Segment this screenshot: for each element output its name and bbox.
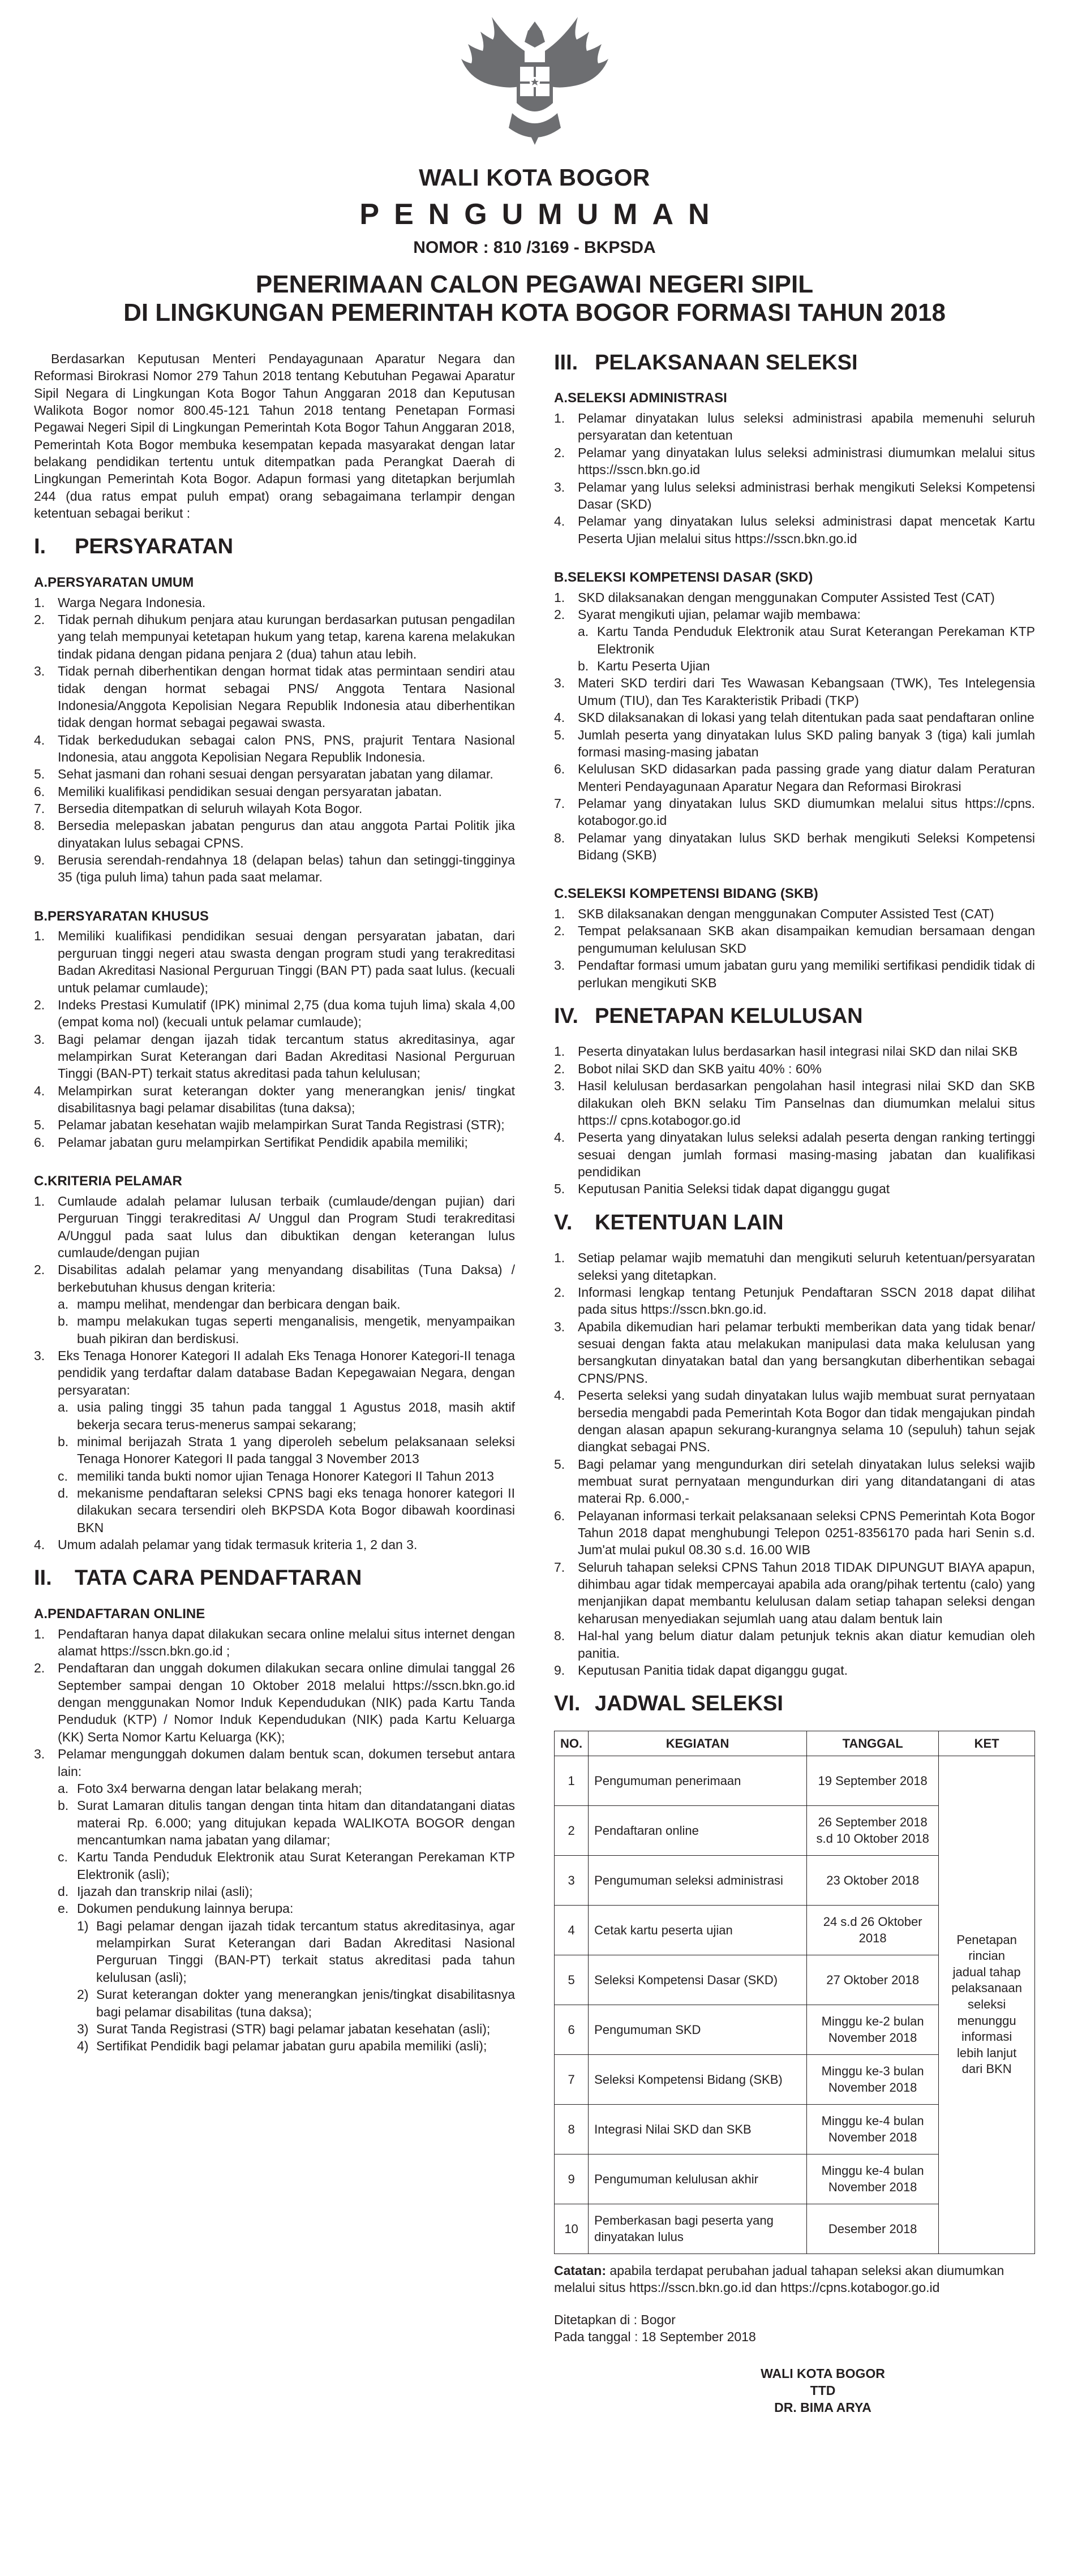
sub-list-item: a. usia paling tinggi 35 tahun pada tanggal 1 Agustus 2018, masih aktif bekerja secara terus-menerus sampai sekarang;	[58, 1400, 515, 1432]
list-item: 1. SKB dilaksanakan dengan menggunakan Computer Assisted Test (CAT)	[554, 906, 994, 922]
signature-place-date	[554, 2311, 1035, 2346]
ket-cell: Penetapan rincian jadual tahap pelaksanaan seleksi menunggu informasi lebih lanjut dari BKN	[939, 1756, 1035, 2254]
section-title: KETENTUAN LAIN	[595, 1210, 784, 1235]
list-item: 1. Warga Negara Indonesia.	[34, 595, 206, 610]
list-item: 8. Pelamar yang dinyatakan lulus SKD berhak mengikuti Seleksi Kompetensi Bidang (SKB)	[554, 830, 1035, 863]
section-heading	[554, 1210, 1035, 1236]
list-item: 2. Informasi lengkap tentang Petunjuk Pendaftaran SSCN 2018 dapat dilihat pada situs https://sscn.bkn.go.id.	[554, 1285, 1035, 1317]
subsection-heading	[34, 1605, 515, 1623]
list-item: 3. Bagi pelamar dengan ijazah tidak tercantum status akreditasinya, agar melampirkan Surat Keterangan dari Badan Akreditasi Nasional Perguruan Tinggi (BAN-PT) terkait status akreditasi pada tahun kelulusan;	[34, 1031, 515, 1081]
document-title	[34, 270, 1035, 328]
subsection-title: SELEKSI ADMINISTRASI	[568, 390, 727, 406]
sub-list-item: c. Kartu Tanda Penduduk Elektronik atau Surat Keterangan Perekaman KTP Elektronik (asli);	[58, 1850, 515, 1882]
subsection-letter: A.	[554, 390, 568, 406]
schedule-table	[554, 1731, 1035, 2254]
list-item: 2. Bobot nilai SKD dan SKB yaitu 40% : 60%	[554, 1061, 822, 1076]
table-row: 4 Cetak kartu peserta ujian 24 s.d 26 Oktober 2018	[555, 1905, 1035, 1955]
list-item: 1. Memiliki kualifikasi pendidikan sesuai dengan persyaratan jabatan, dari perguruan tinggi negeri atau swasta dengan program studi yang terakreditasi Badan Akreditasi Nasional Perguruan Tinggi (BAN PT) pada saat lulus. (kecuali untuk pelamar cumlaude);	[34, 928, 515, 995]
list	[554, 905, 1035, 991]
announcement-heading: PENGUMUMAN	[359, 198, 724, 231]
section-number: V.	[554, 1210, 573, 1235]
right-column	[554, 350, 1035, 2416]
list	[34, 1193, 515, 1554]
title-line-1: PENERIMAAN CALON PEGAWAI NEGERI SIPIL	[255, 270, 814, 298]
column-header-tanggal: TANGGAL	[807, 1731, 939, 1756]
list-item: 8. Hal-hal yang belum diatur dalam petunjuk teknis akan diatur kemudian oleh panitia.	[554, 1628, 1035, 1661]
subsection-heading	[34, 908, 515, 926]
list-item: 1. Peserta dinyatakan lulus berdasarkan hasil integrasi nilai SKD dan nilai SKB	[554, 1044, 1018, 1059]
list-item: 4. Melampirkan surat keterangan dokter yang menerangkan jenis/ tingkat disabilitasnya bagi pelamar disabilitas (tuna daksa);	[34, 1083, 515, 1116]
document-number: NOMOR : 810 /3169 - BKPSDA	[413, 238, 656, 257]
column-header-kegiatan: KEGIATAN	[589, 1731, 807, 1756]
sub-sub-list-item: 1) Bagi pelamar dengan ijazah tidak tercantum status akreditasinya, agar melampirkan Surat Keterangan dari Badan Akreditasi Nasional Perguruan Tinggi (BAN-PT) terkait status akreditasi pada tahun kelulusan (asli);	[77, 1918, 515, 1985]
list-item: 5. Keputusan Panitia Seleksi tidak dapat diganggu gugat	[554, 1181, 890, 1197]
list-item: 7. Pelamar yang dinyatakan lulus SKD diumumkan melalui situs https://cpns. kotabogor.go.id	[554, 795, 1035, 828]
list-item: 5. Pelamar jabatan kesehatan wajib melampirkan Surat Tanda Registrasi (STR);	[34, 1117, 505, 1133]
list-item: 1. SKD dilaksanakan dengan menggunakan Computer Assisted Test (CAT)	[554, 590, 995, 605]
subsection-heading	[554, 389, 1035, 407]
subsection-title: PENDAFTARAN ONLINE	[48, 1606, 205, 1622]
list	[554, 1249, 1035, 1679]
list-item: 8. Bersedia melepaskan jabatan pengurus dan atau anggota Partai Politik jika dinyatakan lulus sebagai CPNS.	[34, 818, 515, 850]
section-title: PERSYARATAN	[75, 535, 234, 559]
list-item: 6. Pelamar jabatan guru melampirkan Sertifikat Pendidik apabila memiliki;	[34, 1134, 468, 1150]
sign-date: Pada tanggal : 18 September 2018	[554, 2329, 756, 2344]
sign-org: WALI KOTA BOGOR	[761, 2366, 885, 2381]
subsection-letter: A.	[34, 1606, 48, 1622]
table-row: 1 Pengumuman penerimaan 19 September 2018 Penetapan rincian jadual tahap pelaksanaan seleksi menunggu informasi lebih lanjut dari BKN	[555, 1756, 1035, 1805]
list-item: 4. Tidak berkedudukan sebagai calon PNS, PNS, prajurit Tentara Nasional Indonesia, atau anggota Kepolisian Negara Republik Indonesia.	[34, 732, 515, 764]
section-heading	[554, 350, 1035, 376]
list-item: 6. Memiliki kualifikasi pendidikan sesuai dengan persyaratan jabatan.	[34, 784, 442, 799]
column-header-no: NO.	[555, 1731, 589, 1756]
list-item: 4. Peserta yang dinyatakan lulus seleksi adalah peserta dengan ranking tertinggi sesuai dengan jumlah formasi masing-masing jabatan dan kualifikasi pendidikan	[554, 1130, 1035, 1179]
table-row: 3 Pengumuman seleksi administrasi 23 Oktober 2018	[555, 1855, 1035, 1905]
list-item: 3. Tidak pernah diberhentikan dengan hormat tidak atas permintaan sendiri atau tidak dengan hormat sebagai PNS/ Anggota Tentara Nasional Indonesia/Anggota Kepolisian Negara Republik Indonesia atau diberhentikan tidak dengan hormat sebagai pegawai swasta.	[34, 664, 515, 730]
sub-list-item: c. memiliki tanda bukti nomor ujian Tenaga Honorer Kategori II Tahun 2013	[58, 1468, 494, 1483]
subsection-heading	[34, 574, 515, 592]
section-heading	[34, 1566, 515, 1592]
table-row: 5 Seleksi Kompetensi Dasar (SKD) 27 Oktober 2018	[555, 1955, 1035, 2005]
note-label: Catatan:	[554, 2263, 607, 2278]
sub-list-item: b. Surat Lamaran ditulis tangan dengan tinta hitam dan ditandatangani diatas materai Rp. 6.000; yang ditujukan kepada WALIKOTA BOGOR dengan mencantumkan nama jabatan yang dilamar;	[58, 1798, 515, 1847]
section-number: IV.	[554, 1004, 578, 1028]
list-item: 3. Pelamar mengunggah dokumen dalam bentuk scan, dokumen tersebut antara lain: a. Foto 3x4 berwarna dengan latar belakang merah; b. Surat Lamaran ditulis tangan dengan tinta hitam dan ditandatangani diatas materai Rp. 6.000; yang ditujukan kepada WALIKOTA BOGOR dengan mencantumkan nama jabatan yang dilamar; c. Kartu Tanda Penduduk Elektronik atau Surat Keterangan Perekaman KTP Elektronik (asli); d. Ijazah dan transkrip nilai (asli); e. Dokumen pendukung lainnya berupa: 1) Bagi pelamar dengan ijazah tidak tercantum status akreditasinya, agar melampirkan Surat Keterangan dari Badan Akreditasi Nasional Perguruan Tinggi (BAN-PT) terkait status akreditasi pada tahun kelulusan (asli); 2) Surat keterangan dokter yang menerangkan jenis/tingkat disabilitasnya bagi pelamar disabilitas (tuna daksa); 3) Surat Tanda Registrasi (STR) bagi pelamar jabatan kesehatan (asli); 4) Sertifikat Pendidik bagi pelamar jabatan guru apabila memiliki (asli);	[34, 1745, 515, 2054]
sub-list-item: d. Ijazah dan transkrip nilai (asli);	[58, 1884, 253, 1899]
list	[34, 1625, 515, 2055]
subsection-title: SELEKSI KOMPETENSI DASAR (SKD)	[568, 569, 813, 585]
list	[554, 1043, 1035, 1197]
section-heading	[34, 534, 515, 560]
list-item: 5. Sehat jasmani dan rohani sesuai dengan persyaratan jabatan yang dilamar.	[34, 767, 493, 782]
list	[34, 594, 515, 886]
list-item: 2. Tempat pelaksanaan SKB akan disampaikan kemudian bersamaan dengan pengumuman kelulusan SKD	[554, 923, 1035, 956]
list-item: 2. Tidak pernah dihukum penjara atau kurungan berdasarkan putusan pengadilan yang telah mempunyai ketetapan hukum yang tetap, karena karena melakukan tindak pidana dengan pidana penjara 2 (dua) tahun atau lebih.	[34, 612, 515, 661]
list-item: 3. Pelamar yang lulus seleksi administrasi berhak mengikuti Seleksi Kompetensi Dasar (SKD)	[554, 479, 1035, 511]
list-item: 3. Apabila dikemudian hari pelamar terbukti memberikan data yang tidak benar/ sesuai dengan fakta atau melakukan manipulasi data maka kelulusan yang bersangkutan dinyatakan batal dan yang bersangkutan diberhentikan sebagai CPNS/PNS.	[554, 1319, 1035, 1386]
list-item: 3. Pendaftar formasi umum jabatan guru yang memiliki sertifikasi pendidik tidak di perlukan mengikuti SKB	[554, 958, 1035, 990]
sub-list-item: a. Foto 3x4 berwarna dengan latar belakang merah;	[58, 1781, 362, 1796]
list-item: 1. Pendaftaran hanya dapat dilakukan secara online melalui situs internet dengan alamat https://sscn.bkn.go.id ;	[34, 1626, 515, 1658]
sub-list-item: b. mampu melakukan tugas seperti menganalisis, mengetik, menyampaikan buah pikiran dan berdiskusi.	[58, 1314, 515, 1346]
list-item: 9. Berusia serendah-rendahnya 18 (delapan belas) tahun dan setinggi-tingginya 35 (tiga puluh lima) tahun pada saat melamar.	[34, 853, 515, 885]
subsection-letter: B.	[34, 908, 48, 924]
subsection-heading	[34, 1172, 515, 1190]
subsection-title: KRITERIA PELAMAR	[48, 1173, 182, 1189]
garuda-emblem-icon	[461, 17, 608, 147]
list-item: 4. Peserta seleksi yang sudah dinyatakan lulus wajib membuat surat pernyataan bersedia mengabdi pada Pemerintah Kota Bogor dan tidak mengajukan pindah dengan alasan apapun sekurang-kurangnya selama 10 (sepuluh) tahun sejak diangkat sebagai PNS.	[554, 1388, 1035, 1455]
list-item: 2. Pendaftaran dan unggah dokumen dilakukan secara online dimulai tanggal 26 September sampai dengan 10 Oktober 2018 melalui https://sscn.bkn.go.id dengan menggunakan Nomor Induk Kependudukan (NIK) pada Kartu Tanda Penduduk (KTP) / Nomor Induk Kependudukan (NIK) pada Kartu Keluarga (KK) Serta Nomor Kartu Keluarga (KK);	[34, 1661, 515, 1744]
sub-sub-list-item: 4) Sertifikat Pendidik bagi pelamar jabatan guru apabila memiliki (asli);	[77, 2039, 487, 2054]
section-number: VI.	[554, 1692, 581, 1716]
title-line-2: DI LINGKUNGAN PEMERINTAH KOTA BOGOR FORMASI TAHUN 2018	[123, 299, 946, 327]
subsection-title: SELEKSI KOMPETENSI BIDANG (SKB)	[568, 886, 818, 902]
subsection-letter: C.	[34, 1173, 48, 1189]
section-title: PELAKSANAAN SELEKSI	[595, 350, 858, 375]
sub-sub-list-item: 3) Surat Tanda Registrasi (STR) bagi pelamar jabatan kesehatan (asli);	[77, 2021, 491, 2036]
header	[34, 17, 1035, 328]
list-item: 6. Pelayanan informasi terkait pelaksanaan seleksi CPNS Pemerintah Kota Bogor Tahun 2018 dapat menghubungi Telepon 0251-8356170 pada hari Senin s.d. Jum'at mulai pukul 08.30 s.d. 16.00 WIB	[554, 1508, 1035, 1558]
section-number: II.	[34, 1566, 52, 1590]
table-row: 8 Integrasi Nilai SKD dan SKB Minggu ke-4 bulan November 2018	[555, 2104, 1035, 2154]
table-row: 9 Pengumuman kelulusan akhir Minggu ke-4 bulan November 2018	[555, 2154, 1035, 2204]
list-item: 1. Cumlaude adalah pelamar lulusan terbaik (cumlaude/dengan pujian) dari Perguruan Tinggi terakreditasi A/ Unggul dan Program Studi terakreditasi A/Unggul pada saat lulus dan dibuktikan dengan keterangan lulus cumlaude/dengan pujian	[34, 1193, 515, 1260]
list-item: 2. Disabilitas adalah pelamar yang menyandang disabilitas (Tuna Daksa) / berkebutuhan khusus dengan kriteria: a. mampu melihat, mendengar dan berbicara dengan baik. b. mampu melakukan tugas seperti menganalisis, mengetik, menyampaikan buah pikiran dan berdiskusi.	[34, 1261, 515, 1347]
org-name: WALI KOTA BOGOR	[419, 164, 650, 191]
note	[554, 2262, 1035, 2297]
sub-list-item: b. minimal berijazah Strata 1 yang diperoleh sebelum pelaksanaan seleksi Tenaga Honorer Kategori II pada tanggal 3 November 2013	[58, 1434, 515, 1467]
list	[554, 410, 1035, 547]
subsection-letter: C.	[554, 886, 568, 902]
list-item: 7. Bersedia ditempatkan di seluruh wilayah Kota Bogor.	[34, 801, 363, 816]
sub-list-item: d. mekanisme pendaftaran seleksi CPNS bagi eks tenaga honorer kategori II dilakukan secara tersendiri oleh BKPSDA Kota Bogor dibawah koordinasi BKN	[58, 1485, 515, 1535]
section-heading	[554, 1004, 1035, 1030]
subsection-heading	[554, 569, 1035, 587]
subsection-title: PERSYARATAN UMUM	[48, 575, 194, 591]
list-item: 3. Hasil kelulusan berdasarkan pengolahan hasil integrasi nilai SKD dan SKB dilakukan oleh BKN selaku Tim Panselnas dan diumumkan melalui situs https:// cpns.kotabogor.go.id	[554, 1078, 1035, 1128]
signature-block	[554, 2366, 1035, 2416]
list-item: 2. Syarat mengikuti ujian, pelamar wajib membawa: a. Kartu Tanda Penduduk Elektronik atau Surat Keterangan Perekaman KTP Elektronik b. Kartu Peserta Ujian	[554, 606, 1035, 674]
section-title: JADWAL SELEKSI	[595, 1692, 783, 1716]
content-columns	[34, 350, 1035, 2416]
list-item: 6. Kelulusan SKD didasarkan pada passing grade yang diatur dalam Peraturan Menteri Pendayagunaan Aparatur Negara dan Reformasi Birokrasi	[554, 762, 1035, 794]
sub-sub-list-item: 2) Surat keterangan dokter yang menerangkan jenis/tingkat disabilitasnya bagi pelamar disabilitas (tuna daksa);	[77, 1987, 515, 2019]
section-title: TATA CARA PENDAFTARAN	[75, 1566, 362, 1590]
list	[34, 927, 515, 1151]
list-item: 2. Pelamar yang dinyatakan lulus seleksi administrasi diumumkan melalui situs https://sscn.bkn.go.id	[554, 445, 1035, 478]
sub-list-item: e. Dokumen pendukung lainnya berupa: 1) Bagi pelamar dengan ijazah tidak tercantum status akreditasinya, agar melampirkan Surat Keterangan dari Badan Akreditasi Nasional Perguruan Tinggi (BAN-PT) terkait status akreditasi pada tahun kelulusan (asli); 2) Surat keterangan dokter yang menerangkan jenis/tingkat disabilitasnya bagi pelamar disabilitas (tuna daksa); 3) Surat Tanda Registrasi (STR) bagi pelamar jabatan kesehatan (asli); 4) Sertifikat Pendidik bagi pelamar jabatan guru apabila memiliki (asli);	[58, 1900, 515, 2054]
list-item: 1. Setiap pelamar wajib mematuhi dan mengikuti seluruh ketentuan/persyaratan seleksi yang ditetapkan.	[554, 1250, 1035, 1283]
list-item: 4. SKD dilaksanakan di lokasi yang telah ditentukan pada saat pendaftaran online	[554, 710, 1034, 725]
sign-place: Ditetapkan di : Bogor	[554, 2312, 676, 2327]
note-text: apabila terdapat perubahan jadual tahapan seleksi akan diumumkan melalui situs https://sscn.bkn.go.id dan https://cpns.kotabogor.go.id	[554, 2263, 1004, 2295]
list-item: 7. Seluruh tahapan seleksi CPNS Tahun 2018 TIDAK DIPUNGUT BIAYA apapun, dihimbau agar tidak mempercayai apabila ada orang/pihak tertentu (calo) yang menjanjikan dapat membantu kelulusan dalam setiap tahapan seleksi dengan keharusan menyediakan sejumlah uang atau dalam bentuk lain	[554, 1559, 1035, 1626]
sign-ttd: TTD	[810, 2383, 836, 2398]
table-row: 7 Seleksi Kompetensi Bidang (SKB) Minggu ke-3 bulan November 2018	[555, 2054, 1035, 2104]
list-item: 5. Bagi pelamar yang mengundurkan diri setelah dinyatakan lulus seleksi wajib membuat surat pernyataan mengundurkan diri yang ditandatangani di atas materai Rp. 6.000,-	[554, 1456, 1035, 1506]
list-item: 4. Umum adalah pelamar yang tidak termasuk kriteria 1, 2 dan 3.	[34, 1537, 418, 1553]
list	[554, 589, 1035, 864]
table-row: 10 Pemberkasan bagi peserta yang dinyatakan lulus Desember 2018	[555, 2204, 1035, 2254]
section-title: PENETAPAN KELULUSAN	[595, 1004, 863, 1028]
subsection-letter: A.	[34, 575, 48, 591]
sub-list-item: a. mampu melihat, mendengar dan berbicara dengan baik.	[58, 1296, 401, 1311]
list-item: 9. Keputusan Panitia tidak dapat diganggu gugat.	[554, 1662, 848, 1678]
list-item: 3. Eks Tenaga Honorer Kategori II adalah Eks Tenaga Honorer Kategori-II tenaga pendidik yang terdaftar dalam database Badan Kepegawaian Negara, dengan persyaratan: a. usia paling tinggi 35 tahun pada tanggal 1 Agustus 2018, masih aktif bekerja secara terus-menerus sampai sekarang; b. minimal berijazah Strata 1 yang diperoleh sebelum pelaksanaan seleksi Tenaga Honorer Kategori II pada tanggal 3 November 2013 c. memiliki tanda bukti nomor ujian Tenaga Honorer Kategori II Tahun 2013 d. mekanisme pendaftaran seleksi CPNS bagi eks tenaga honorer kategori II dilakukan secara tersendiri oleh BKPSDA Kota Bogor dibawah koordinasi BKN	[34, 1347, 515, 1536]
sub-list-item: b. Kartu Peserta Ujian	[578, 659, 710, 674]
section-number: III.	[554, 350, 578, 375]
sub-list-item: a. Kartu Tanda Penduduk Elektronik atau Surat Keterangan Perekaman KTP Elektronik	[578, 624, 1035, 656]
column-header-ket: KET	[939, 1731, 1035, 1756]
list-item: 1. Pelamar dinyatakan lulus seleksi administrasi apabila memenuhi seluruh persyaratan dan ketentuan	[554, 411, 1035, 443]
left-column	[34, 350, 515, 2416]
list-item: 4. Pelamar yang dinyatakan lulus seleksi administrasi dapat mencetak Kartu Peserta Ujian melalui situs https://sscn.bkn.go.id	[554, 514, 1035, 546]
section-heading	[554, 1691, 1035, 1717]
subsection-heading	[554, 885, 1035, 903]
list-item: 2. Indeks Prestasi Kumulatif (IPK) minimal 2,75 (dua koma tujuh lima) skala 4,00 (empat koma nol) (kecuali untuk pelamar cumlaude);	[34, 997, 515, 1030]
intro-paragraph: Berdasarkan Keputusan Menteri Pendayagunaan Aparatur Negara dan Reformasi Birokrasi Nomor 279 Tahun 2018 tentang Kebutuhan Pegawai Aparatur Sipil Negara di Lingkungan Kota Bogor Tahun Anggaran 2018 dan Keputusan Walikota Bogor nomor 800.45-121 Tahun 2018 tentang Penetapan Formasi Pegawai Negeri Sipil di Lingkungan Pemerintah Kota Bogor Tahun Anggaran 2018, Pemerintah Kota Bogor membuka kesempatan kepada masyarakat dengan latar belakang pendidikan tertentu untuk ditempatkan pada Perangkat Daerah di Lingkungan Pemerintah Kota Bogor. Adapun formasi yang ditetapkan berjumlah 244 (dua ratus empat puluh empat) orang sebagaimana terlampir dengan ketentuan sebagai berikut :	[34, 351, 515, 521]
list-item: 3. Materi SKD terdiri dari Tes Wawasan Kebangsaan (TWK), Tes Intelegensia Umum (TIU), dan Tes Karakteristik Pribadi (TKP)	[554, 676, 1035, 708]
table-row: 6 Pengumuman SKD Minggu ke-2 bulan November 2018	[555, 2005, 1035, 2054]
table-row: 2 Pendaftaran online 26 September 2018 s.d 10 Oktober 2018	[555, 1805, 1035, 1855]
sign-name: DR. BIMA ARYA	[774, 2400, 871, 2415]
subsection-title: PERSYARATAN KHUSUS	[48, 908, 209, 924]
table-header-row	[555, 1731, 1035, 1756]
subsection-letter: B.	[554, 569, 568, 585]
list-item: 5. Jumlah peserta yang dinyatakan lulus SKD paling banyak 3 (tiga) kali jumlah formasi masing-masing jabatan	[554, 727, 1035, 759]
section-number: I.	[34, 535, 46, 559]
